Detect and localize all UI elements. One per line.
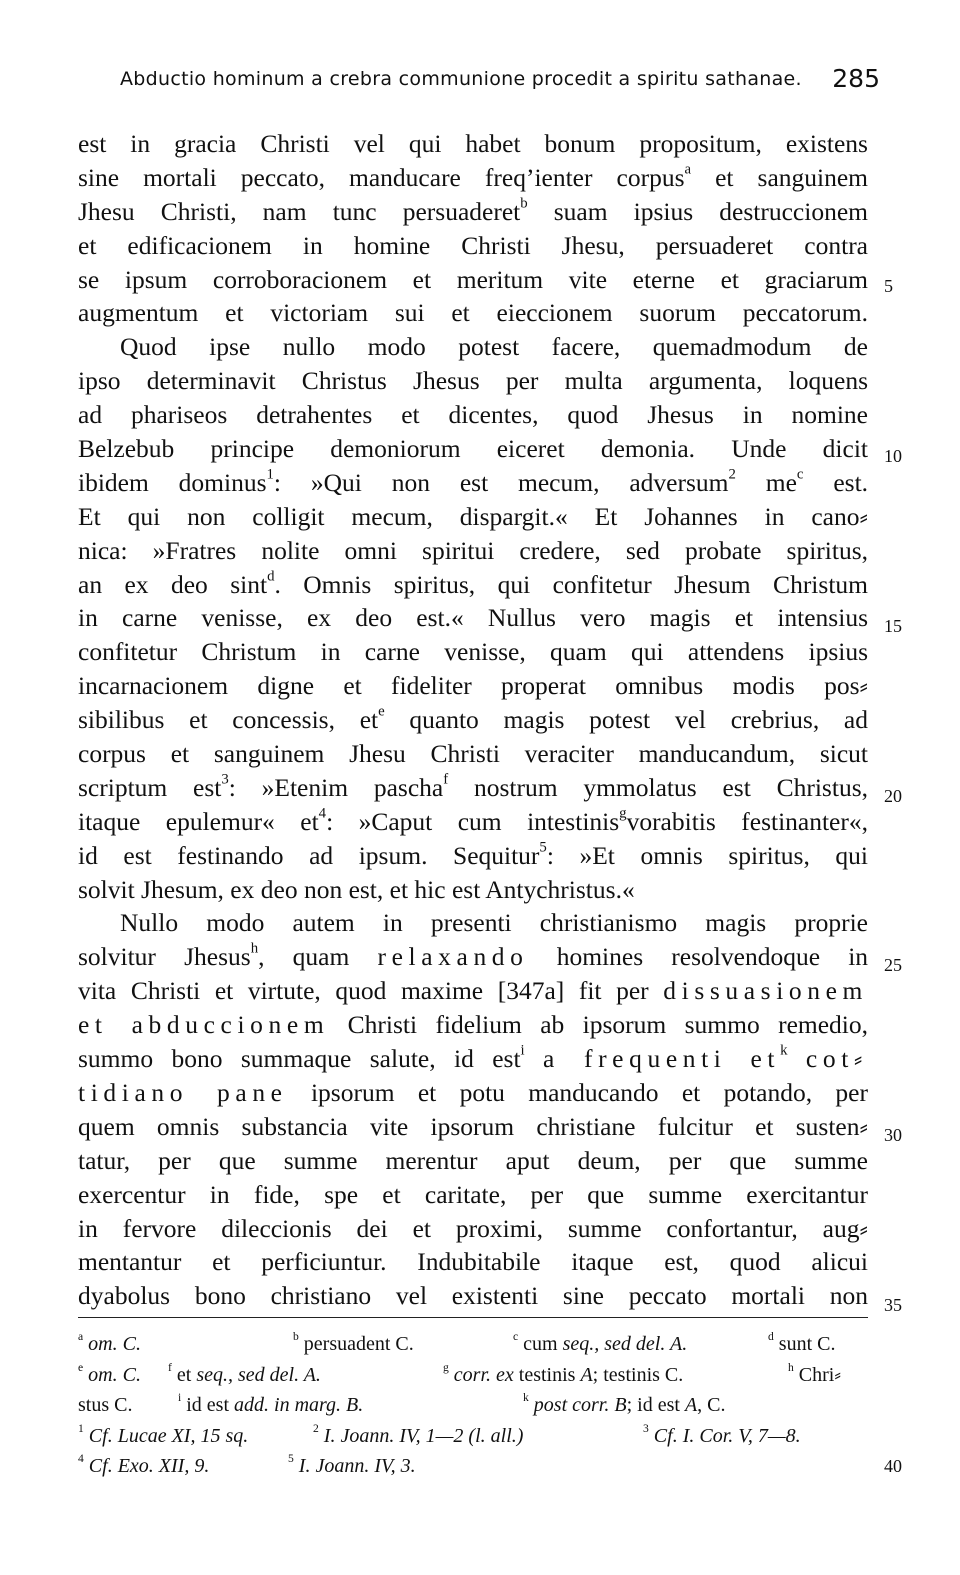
- text-line: ad phariseos detrahentes et dicentes, quod Jhesus in nomine: [78, 400, 868, 430]
- text-line: Nullo modo autem in presenti christianismo magis proprie: [120, 908, 868, 938]
- footnote-line: $^e$ om. C. $^f$ et seq., sed del. A. $^g$ corr. ex testinis A; testinis C. $^h$ Chri⸗: [78, 1360, 842, 1386]
- spaced-text: dissuasionem: [663, 976, 868, 1006]
- footnote-line: $^4$ Cf. Exo. XII, 9. $^5$ I. Joann. IV, 3. 40: [78, 1451, 868, 1482]
- text-line: summo bono summaque salute, id est$^i$ a frequenti $et^k$ cot⸗: [78, 1042, 868, 1074]
- reference-marker: 1: [266, 466, 274, 483]
- line-number: 40: [884, 1456, 902, 1476]
- apparatus-marker: b: [520, 195, 528, 212]
- text-line: in fervore dileccionis dei et proximi, summe confortantur, aug⸗: [78, 1213, 868, 1243]
- text-line: se ipsum corroboracionem et meritum vite eterne et graciarum: [78, 264, 868, 294]
- spaced-text: cot⸗: [805, 1044, 868, 1074]
- line-number: 20: [884, 786, 902, 806]
- spaced-text: et abduccionem: [78, 1010, 330, 1040]
- line-number: 30: [884, 1125, 902, 1145]
- main-text: [78, 127, 868, 1313]
- line-number: 35: [884, 1295, 902, 1315]
- text-line: et abduccionem Christi fidelium ab ipsorum summo remedio,: [78, 1010, 868, 1040]
- footnote-rule: [78, 1317, 868, 1318]
- text-line: augmentum et victoriam sui et eieccionem suorum peccatorum.: [78, 298, 868, 328]
- text-line: confitetur Christum in carne venisse, quam qui attendens ipsius: [78, 637, 868, 667]
- spaced-text: a frequenti et: [543, 1044, 781, 1074]
- spaced-text: relaxando: [377, 942, 529, 972]
- text-line: incarnacionem digne et fideliter properat omnibus modis pos⸗: [78, 671, 868, 701]
- line-number: 10: [884, 446, 902, 466]
- text-line: Et qui non colligit mecum, dispargit.« Et Johannes in cano⸗: [78, 501, 868, 531]
- text-line: scriptum est$^3$: »Etenim pascha$^f$ nostrum ymmolatus est Christus,: [78, 771, 868, 802]
- text-line: ibidem dominus$^1$: »Qui non est mecum, adversum$^2$ $me^c$ est.: [78, 466, 869, 497]
- apparatus-marker: h: [250, 940, 259, 957]
- text-line: tatur, per que summe merentur aput deum, per que summe: [78, 1145, 868, 1175]
- text-line: tidiano pane ipsorum et potu manducando et potando, per: [78, 1077, 868, 1107]
- spaced-text: tidiano pane: [78, 1077, 288, 1107]
- apparatus-marker: d: [267, 568, 275, 585]
- apparatus-marker: g: [619, 805, 627, 822]
- text-line: Quod ipse nullo modo potest facere, quemadmodum de: [120, 332, 868, 362]
- text-line: solvitur Jhesus$^h$, quam relaxando homines resolvendoque in: [78, 940, 869, 972]
- line-number: 15: [884, 616, 902, 636]
- text-line: sibilibus et concessis, $et^e$ quanto magis potest vel crebrius, ad: [78, 703, 868, 735]
- apparatus-marker: a: [684, 161, 692, 178]
- text-line: dyabolus bono christiano vel existenti sine peccato mortali non: [78, 1281, 868, 1311]
- footnote-line: $^a$ om. C. $^b$ persuadent C. $^c$ cum seq., sed del. A. $^d$ sunt C.: [78, 1330, 836, 1355]
- apparatus-marker: k: [780, 1042, 788, 1059]
- text-line: solvit Jhesum, ex deo non est, et hic est Antychristus.«: [78, 874, 635, 904]
- text-line: est in gracia Christi vel qui habet bonum propositum, existens: [78, 129, 868, 158]
- reference-marker: 4: [318, 805, 327, 822]
- text-line: quem omnis substancia vite ipsorum christiane fulcitur et susten⸗: [78, 1111, 868, 1141]
- page-header: [120, 64, 880, 100]
- reference-marker: 5: [539, 839, 547, 856]
- text-line: Belzebub principe demoniorum eiceret demonia. Unde dicit: [78, 434, 868, 464]
- text-line: itaque epulemur« $et^4$: »Caput cum intestinis$^g$vorabitis festinanter«,: [78, 805, 868, 836]
- text-line: in carne venisse, ex deo est.« Nullus vero magis et intensius: [78, 603, 868, 633]
- apparatus-marker: e: [378, 703, 385, 720]
- text-line: sine mortali peccato, manducare freq’ienter corpus$^a$ et sanguinem: [78, 161, 868, 192]
- text-line: ipso determinavit Christus Jhesus per multa argumenta, loquens: [78, 366, 868, 396]
- line-number: 5: [884, 276, 893, 296]
- reference-marker: 2: [728, 466, 736, 483]
- page-number: 285: [832, 64, 880, 93]
- text-line: et edificacionem in homine Christi Jhesu, persuaderet contra: [78, 230, 868, 260]
- apparatus-marker: i: [520, 1042, 525, 1059]
- running-head: Abductio hominum a crebra communione procedit a spiritu sathanae.: [120, 68, 802, 90]
- text-line: Jhesu Christi, nam tunc persuaderet$^b$ suam ipsius destruccionem: [78, 195, 868, 226]
- text-line: nica: »Fratres nolite omni spiritui credere, sed probate spiritus,: [78, 535, 868, 565]
- text-line: mentantur et perficiuntur. Indubitabile itaque est, quod alicui: [78, 1247, 868, 1277]
- footnotes: [78, 1329, 902, 1482]
- apparatus-marker: c: [796, 466, 804, 483]
- text-line: exercentur in fide, spe et caritate, per que summe exercitantur: [78, 1179, 868, 1209]
- text-line: id est festinando ad ipsum. Sequitur$^5$: »Et omnis spiritus, qui: [78, 839, 868, 870]
- text-line: corpus et sanguinem Jhesu Christi veraciter manducandum, sicut: [78, 739, 868, 769]
- text-line: an ex deo sint$^d$. Omnis spiritus, qui confitetur Jhesum Christum: [78, 568, 868, 599]
- footnote-line: stus C. $^i$ id est add. in marg. B. $^k$ post corr. B; id est A, C.: [78, 1391, 726, 1416]
- apparatus-marker: f: [443, 771, 449, 788]
- line-number: 25: [884, 955, 902, 975]
- text-line: vita Christi et virtute, quod maxime [347a] fit per dissuasionem: [78, 976, 868, 1006]
- footnote-line: $^1$ Cf. Lucae XI, 15 sq. $^2$ I. Joann. IV, 1—2 (l. all.) $^3$ Cf. I. Cor. V, 7—8.: [78, 1421, 801, 1447]
- reference-marker: 3: [221, 771, 229, 788]
